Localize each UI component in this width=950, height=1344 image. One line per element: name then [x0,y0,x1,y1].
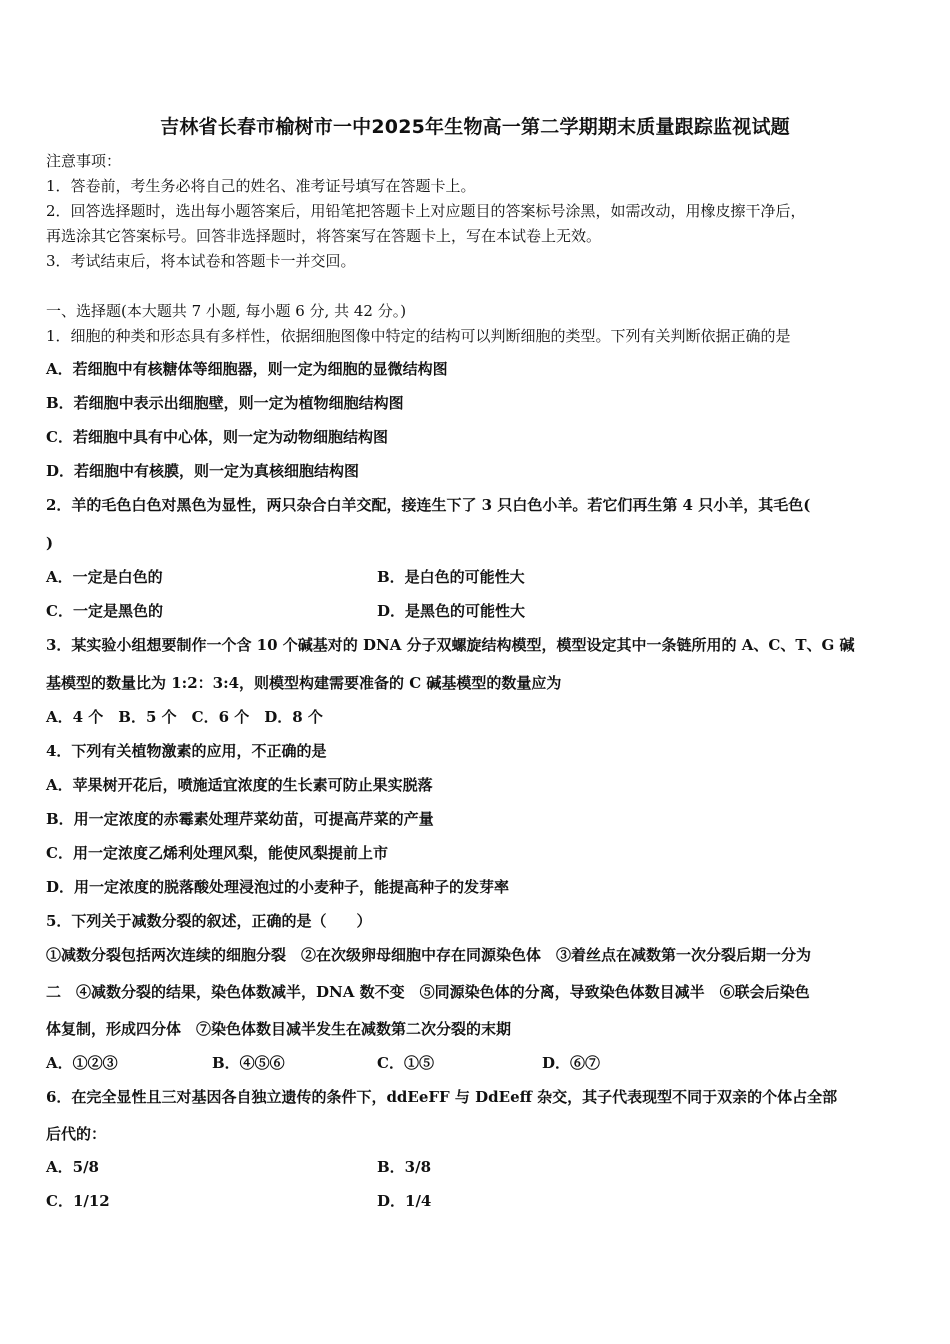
question-2-option-b: B．是白色的可能性大 [377,568,525,586]
question-6-option-d: D．1/4 [377,1192,432,1210]
question-4-option-c: C．用一定浓度乙烯利处理风梨，能使风梨提前上市 [46,844,388,862]
question-1-option-d: D．若细胞中有核膜，则一定为真核细胞结构图 [46,462,360,480]
notice-item: 1．答卷前，考生务必将自己的姓名、准考证号填写在答题卡上。 [46,177,476,195]
question-4-option-b: B．用一定浓度的赤霉素处理芹菜幼苗，可提高芹菜的产量 [46,810,434,828]
question-3-options: A．4 个 B．5 个 C．6 个 D．8 个 [46,708,323,726]
question-1-option-c: C．若细胞中具有中心体，则一定为动物细胞结构图 [46,428,388,446]
question-1-stem: 1．细胞的种类和形态具有多样性，依据细胞图像中特定的结构可以判断细胞的类型。下列有关判断依据正确的是 [46,327,791,345]
question-4-option-a: A．苹果树开花后，喷施适宜浓度的生长素可防止果实脱落 [46,776,433,794]
question-2-option-a: A．一定是白色的 [46,568,163,586]
question-1-option-a: A．若细胞中有核糖体等细胞器，则一定为细胞的显微结构图 [46,360,448,378]
question-5-option-c: C．①⑤ [377,1054,434,1072]
notice-item: 3．考试结束后，将本试卷和答题卡一并交回。 [46,252,356,270]
question-5-option-b: B．④⑤⑥ [212,1054,285,1072]
question-2-option-d: D．是黑色的可能性大 [377,602,526,620]
notice-item: 2．回答选择题时，选出每小题答案后，用铅笔把答题卡上对应题目的答案标号涂黑，如需改动，用橡皮擦干净后， [46,202,806,220]
notice-heading: 注意事项： [46,152,122,170]
question-6-option-b: B．3/8 [377,1158,432,1176]
question-4-option-d: D．用一定浓度的脱落酸处理浸泡过的小麦种子，能提高种子的发芽率 [46,878,510,896]
page-title: 吉林省长春市榆树市一中2025年生物高一第二学期期末质量跟踪监视试题 [160,116,790,138]
question-6-option-c: C．1/12 [46,1192,110,1210]
question-6-stem: 6．在完全显性且三对基因各自独立遗传的条件下，ddEeFF 与 DdEeff 杂交，其子代表现型不同于双亲的个体占全部 [46,1088,838,1106]
question-1-option-b: B．若细胞中表示出细胞壁，则一定为植物细胞结构图 [46,394,404,412]
question-2-option-c: C．一定是黑色的 [46,602,163,620]
question-3-stem-cont: 基模型的数量比为 1:2：3:4，则模型构建需要准备的 C 碱基模型的数量应为 [46,674,562,692]
notice-item: 再选涂其它答案标号。回答非选择题时，将答案写在答题卡上，写在本试卷上无效。 [46,227,602,245]
question-5-option-d: D．⑥⑦ [542,1054,601,1072]
question-5-statement-line: 体复制，形成四分体 ⑦染色体数目减半发生在减数第二次分裂的末期 [46,1020,512,1038]
question-2-stem: 2．羊的毛色白色对黑色为显性，两只杂合白羊交配，接连生下了 3 只白色小羊。若它们再生第 4 只小羊，其毛色( [46,496,811,514]
question-2-stem-cont: ) [46,534,54,552]
question-4-stem: 4．下列有关植物激素的应用，不正确的是 [46,742,327,760]
section-heading: 一、选择题(本大题共 7 小题, 每小题 6 分, 共 42 分。) [46,302,407,320]
question-5-option-a: A．①②③ [46,1054,118,1072]
question-5-stem: 5．下列关于减数分裂的叙述，正确的是（ ） [46,912,372,930]
question-3-stem: 3．某实验小组想要制作一个含 10 个碱基对的 DNA 分子双螺旋结构模型，模型设定其中一条链所用的 A、C、T、G 碱 [46,636,855,654]
question-6-stem-cont: 后代的： [46,1125,107,1143]
question-5-statement-line: 二 ④减数分裂的结果，染色体数减半，DNA 数不变 ⑤同源染色体的分离，导致染色体数目减半 ⑥联会后染色 [46,983,810,1001]
question-6-option-a: A．5/8 [46,1158,99,1176]
question-5-statement-line: ①减数分裂包括两次连续的细胞分裂 ②在次级卵母细胞中存在同源染色体 ③着丝点在减数第一次分裂后期一分为 [46,946,812,964]
